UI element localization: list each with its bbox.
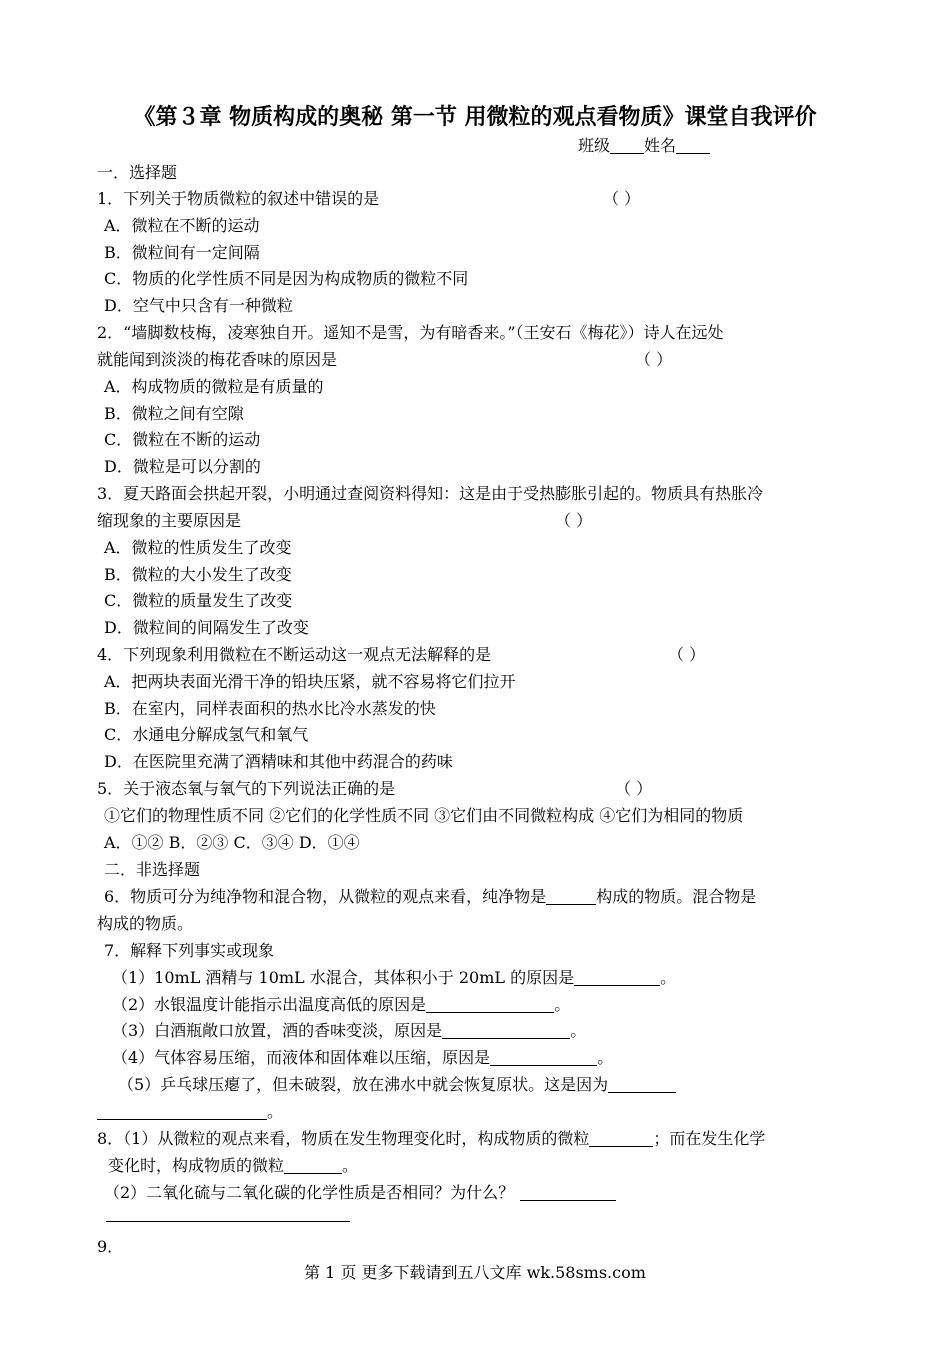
- q7-part1-blank[interactable]: [574, 969, 660, 986]
- q5-stem: 5．关于液态氧与氧气的下列说法正确的是: [97, 779, 396, 798]
- q7-part5: [118, 1072, 676, 1095]
- page-footer: 第 1 页 更多下载请到五八文库 wk.58sms.com: [304, 1263, 646, 1282]
- q8-part1-end: 。: [342, 1156, 359, 1175]
- q4-option-a: A．把两块表面光滑干净的铅块压紧，就不容易将它们拉开: [104, 672, 516, 691]
- q7-part5-blank[interactable]: [608, 1076, 676, 1093]
- q8-part1-blank-chemical[interactable]: [284, 1157, 342, 1174]
- q3-answer-paren[interactable]: （ ）: [555, 511, 593, 530]
- q8-part1-text-b: ；而在发生化学: [653, 1129, 766, 1148]
- q3-stem-line2: 缩现象的主要原因是: [97, 511, 242, 530]
- q7-part5-blank-2[interactable]: [97, 1103, 267, 1120]
- q7-part1-text: （1）10mL 酒精与 10mL 水混合，其体积小于 20mL 的原因是: [112, 968, 575, 987]
- q1-option-b: B．微粒间有一定间隔: [104, 243, 260, 262]
- q8-part2-text: （2）二氧化硫与二氧化碳的化学性质是否相同？为什么？: [104, 1183, 515, 1202]
- q3-option-a: A．微粒的性质发生了改变: [104, 538, 292, 557]
- q5-options: A．①② B．②③ C．③④ D．①④: [104, 833, 360, 852]
- q4-option-c: C．水通电分解成氢气和氧气: [104, 725, 309, 744]
- q7-part4-text: （4）气体容易压缩，而液体和固体难以压缩，原因是: [112, 1048, 491, 1067]
- q7-part4: [112, 1045, 613, 1068]
- section-heading-nonchoice: 二．非选择题: [104, 860, 201, 879]
- q6-line1: [104, 884, 756, 907]
- q7-part2-end: 。: [554, 995, 571, 1014]
- q3-stem-line1: 3．夏天路面会拱起开裂，小明通过查阅资料得知：这是由于受热膨胀引起的。物质具有热胀冷: [97, 484, 764, 503]
- q7-part5-text: （5）乒乓球压瘪了，但未破裂，放在沸水中就会恢复原状。这是因为: [118, 1075, 609, 1094]
- q5-statements: ①它们的物理性质不同 ②它们的化学性质不同 ③它们由不同微粒构成 ④它们为相同的物质: [104, 806, 744, 825]
- q7-part1-end: 。: [660, 968, 677, 987]
- q7-part4-blank[interactable]: [490, 1049, 597, 1066]
- q7-part3-blank[interactable]: [442, 1022, 570, 1039]
- q3-option-d: D．微粒间的间隔发生了改变: [104, 618, 309, 637]
- q2-stem-line2: 就能闻到淡淡的梅花香味的原因是: [97, 350, 338, 369]
- q8-part1-text-a: 8．（1）从微粒的观点来看，物质在发生物理变化时，构成物质的微粒: [97, 1129, 590, 1148]
- q1-option-a: A．微粒在不断的运动: [104, 216, 260, 235]
- class-label: 班级: [578, 136, 611, 155]
- q2-option-b: B．微粒之间有空隙: [104, 404, 244, 423]
- q3-option-b: B．微粒的大小发生了改变: [104, 565, 292, 584]
- q8-part2-blank[interactable]: [520, 1184, 616, 1201]
- q3-option-c: C．微粒的质量发生了改变: [104, 591, 293, 610]
- q2-option-c: C．微粒在不断的运动: [104, 430, 261, 449]
- q7-part2-blank[interactable]: [426, 996, 554, 1013]
- q7-part2: [112, 992, 570, 1015]
- q1-stem: 1．下列关于物质微粒的叙述中错误的是: [97, 189, 380, 208]
- q7-part2-text: （2）水银温度计能指示出温度高低的原因是: [112, 995, 427, 1014]
- q6-line2: 构成的物质。: [97, 914, 194, 933]
- q8-part1-line2: [108, 1153, 358, 1176]
- q7-part3: [112, 1018, 586, 1041]
- q1-answer-paren[interactable]: （ ）: [603, 189, 641, 208]
- q8-part2-blank-2[interactable]: [106, 1221, 350, 1222]
- q1-option-d: D．空气中只含有一种微粒: [104, 296, 293, 315]
- q8-part1-line1: [97, 1126, 765, 1149]
- q4-option-b: B．在室内，同样表面积的热水比冷水蒸发的快: [104, 699, 436, 718]
- q9-number: 9．: [97, 1237, 124, 1256]
- q6-text-b: 构成的物质。混合物是: [596, 887, 757, 906]
- q2-stem-line1: 2．“墙脚数枝梅，凌寒独自开。遥知不是雪，为有暗香来。”（王安石《梅花》）诗人在远处: [97, 323, 724, 342]
- name-label: 姓名: [644, 136, 677, 155]
- class-blank[interactable]: [610, 137, 644, 154]
- q8-part1-text-c: 变化时，构成物质的微粒: [108, 1156, 285, 1175]
- q1-option-c: C．物质的化学性质不同是因为构成物质的微粒不同: [104, 269, 469, 288]
- q4-stem: 4．下列现象利用微粒在不断运动这一观点无法解释的是: [97, 645, 492, 664]
- page-title: 《第３章 物质构成的奥秘 第一节 用微粒的观点看物质》课堂自我评价: [133, 104, 817, 130]
- q7-stem: 7．解释下列事实或现象: [104, 941, 275, 960]
- q2-option-d: D．微粒是可以分割的: [104, 457, 261, 476]
- q6-blank-pure[interactable]: [546, 888, 596, 905]
- q7-part3-end: 。: [570, 1021, 587, 1040]
- q6-text-a: 6．物质可分为纯净物和混合物，从微粒的观点来看，纯净物是: [104, 887, 547, 906]
- q8-part1-blank-physical[interactable]: [589, 1130, 653, 1147]
- q7-part4-end: 。: [597, 1048, 614, 1067]
- class-name-line: [578, 133, 710, 156]
- q4-option-d: D．在医院里充满了酒精味和其他中药混合的药味: [104, 752, 453, 771]
- section-heading-choice: 一．选择题: [97, 163, 178, 182]
- name-blank[interactable]: [676, 137, 710, 154]
- q5-answer-paren[interactable]: （ ）: [615, 779, 653, 798]
- q7-part3-text: （3）白酒瓶敞口放置，酒的香味变淡，原因是: [112, 1021, 443, 1040]
- q7-part5-end: 。: [267, 1102, 284, 1121]
- q7-part1: [112, 965, 676, 988]
- q4-answer-paren[interactable]: （ ）: [668, 645, 706, 664]
- q2-answer-paren[interactable]: （ ）: [635, 350, 673, 369]
- q2-option-a: A．构成物质的微粒是有质量的: [104, 377, 324, 396]
- q8-part2: [104, 1180, 616, 1203]
- q7-part5-continued: [97, 1099, 283, 1122]
